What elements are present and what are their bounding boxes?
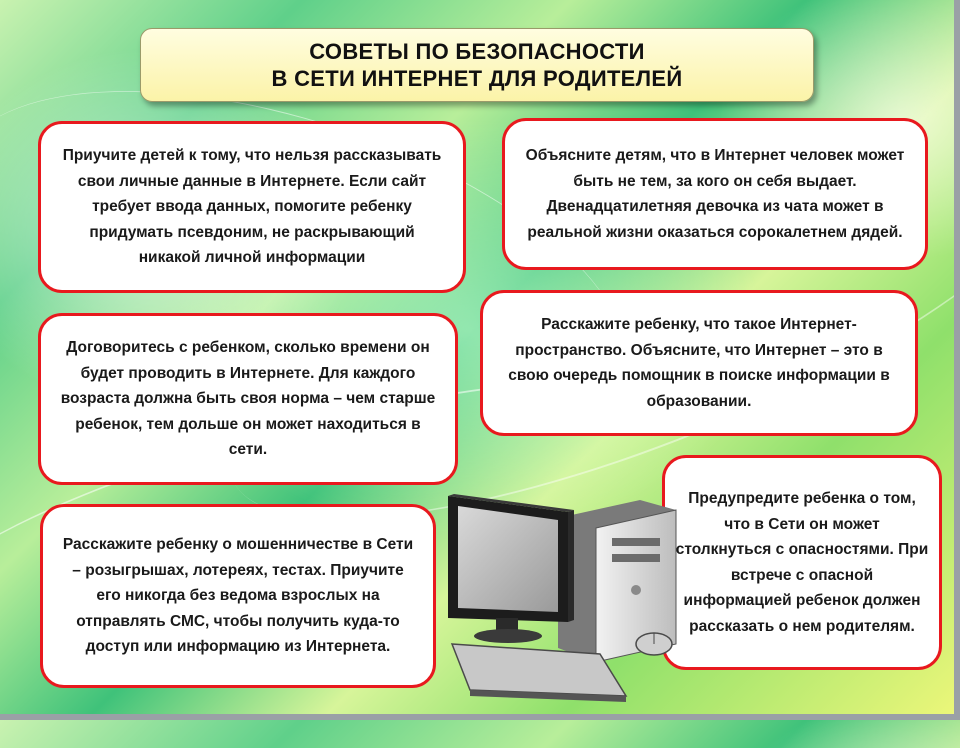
title-line-1: СОВЕТЫ ПО БЕЗОПАСНОСТИ [309,39,645,64]
tip-text: Расскажите ребенку о мошенничестве в Сети – розыгрышах, лотереях, тестах. Приучите его никогда без ведома взрослых на отправлять СМС, чтобы получить куда-то доступ или информацию из Интернета. [62,536,414,656]
tip-personal-data [38,121,466,293]
desktop-computer-icon [440,494,680,706]
tip-time-limit [38,313,458,485]
tip-strangers [502,118,928,270]
tip-text: Объясните детям, что в Интернет человек может быть не тем, за кого он себя выдает. Двенадцатилетняя девочка из чата может в реальной жизни оказаться сорокалетнем дядей. [525,147,905,241]
tip-internet-space [480,290,918,436]
tip-text: Приучите детей к тому, что нельзя рассказывать свои личные данные в Интернете. Если сайт требует ввода данных, помогите ребенку придумать псевдоним, не раскрывающий никакой личной информации [62,147,442,267]
page-title [140,28,814,102]
tip-text: Предупредите ребенка о том, что в Сети он может столкнуться с опасностями. При встрече с опасной информацией ребенок должен рассказать о нем родителям. [675,490,929,635]
tip-text: Расскажите ребенку, что такое Интернет-пространство. Объясните, что Интернет – это в свою очередь помощник в поиске информации в образовании. [508,316,890,410]
tip-text: Договоритесь с ребенком, сколько времени он будет проводить в Интернете. Для каждого возраста должна быть своя норма – чем старше ребенок, тем дольше он может находиться в сети. [60,339,436,459]
tip-dangers [662,455,942,670]
title-line-2: В СЕТИ ИНТЕРНЕТ ДЛЯ РОДИТЕЛЕЙ [271,66,683,91]
tip-fraud [40,504,436,688]
